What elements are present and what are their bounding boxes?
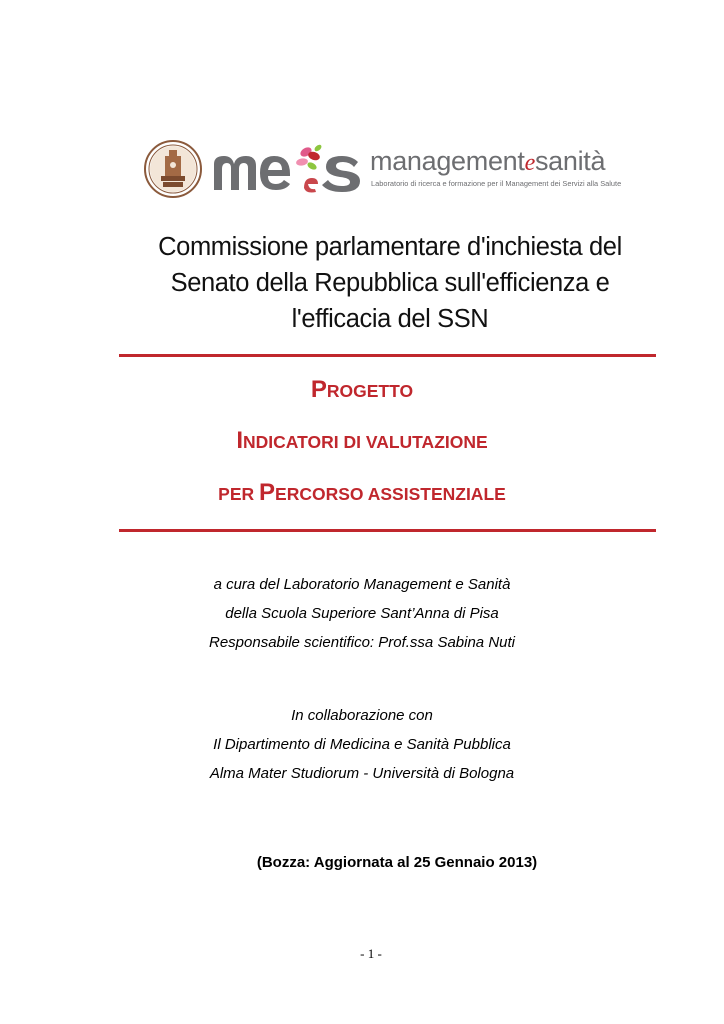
brand-tagline: Laboratorio di ricerca e formazione per il Management dei Servizi alla Salute [371,179,622,188]
credit-line: Responsabile scientifico: Prof.ssa Sabina Nuti [209,634,515,651]
mes-logo-mark [208,142,368,196]
credit-line: a cura del Laboratorio Management e Sanità [213,576,511,593]
credits-block [0,570,724,657]
bottom-divider [119,529,656,532]
page-number: - 1 - [360,946,382,961]
title-line: Senato della Repubblica sull'efficienza e [170,269,610,297]
heading-percorso: PER PERCORSO ASSISTENZIALE [218,479,506,506]
title-line: l'efficacia del SSN [291,305,489,333]
credit-line: della Scuola Superiore Sant’Anna di Pisa [225,605,499,622]
draft-note: (Bozza: Aggiornata al 25 Gennaio 2013) [256,854,538,871]
top-divider [119,354,656,357]
collaboration-line: Il Dipartimento di Medicina e Sanità Pubblica [213,736,511,753]
collaboration-block [0,701,724,788]
heading-progetto: PROGETTO [310,376,414,403]
heading-indicatori: INDICATORI DI VALUTAZIONE [236,427,488,454]
title-line: Commissione parlamentare d'inchiesta del [158,233,622,261]
brand-name: managementesanità [370,146,606,176]
collaboration-line: In collaborazione con [291,707,433,724]
collaboration-line: Alma Mater Studiorum - Università di Bologna [209,765,515,782]
document-title [90,229,690,337]
brand-wordmark [370,148,640,188]
university-seal-logo [143,139,203,199]
